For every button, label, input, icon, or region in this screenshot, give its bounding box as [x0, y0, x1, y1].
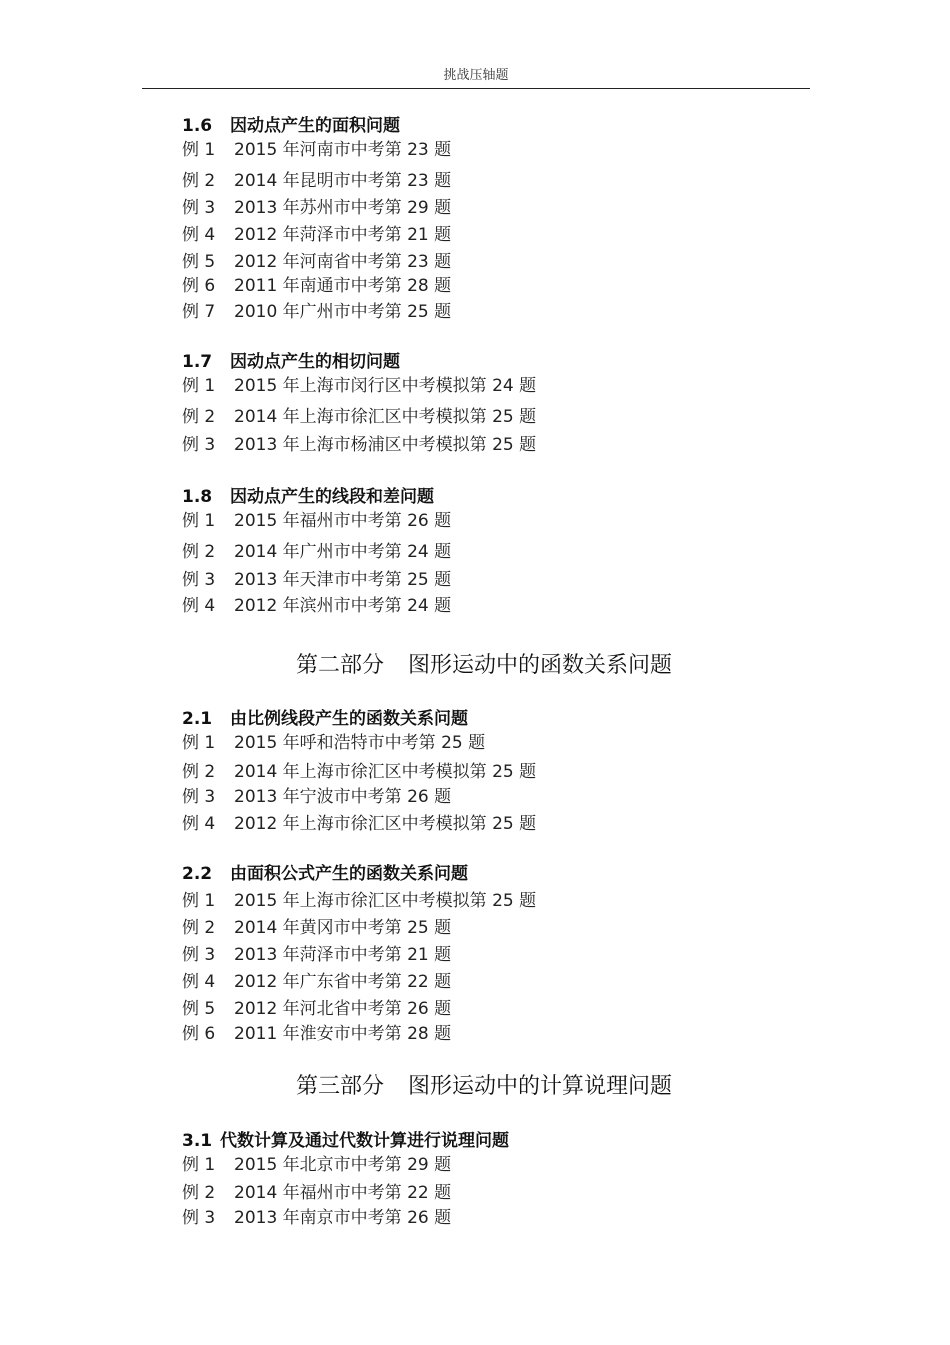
- section-title-2-2: [182, 863, 468, 885]
- item-text: 2015 年北京市中考第 29 题: [234, 1155, 452, 1175]
- section-title-text: 因动点产生的面积问题: [230, 116, 400, 136]
- item-label: 例 6: [182, 1024, 216, 1044]
- item-label: 例 3: [182, 435, 216, 455]
- item-text: 2014 年上海市徐汇区中考模拟第 25 题: [234, 407, 537, 427]
- list-item: [182, 1023, 451, 1045]
- item-text: 2014 年黄冈市中考第 25 题: [234, 918, 452, 938]
- list-item: [182, 595, 451, 617]
- list-item: [182, 569, 451, 591]
- list-item: [182, 786, 451, 808]
- item-label: 例 4: [182, 225, 216, 245]
- item-label: 例 7: [182, 302, 216, 322]
- section-number: 2.2: [182, 864, 213, 884]
- item-text: 2011 年淮安市中考第 28 题: [234, 1024, 452, 1044]
- item-text: 2015 年呼和浩特市中考第 25 题: [234, 733, 486, 753]
- list-item: [182, 197, 451, 219]
- item-label: 例 1: [182, 376, 216, 396]
- section-title-text: 因动点产生的线段和差问题: [230, 487, 434, 507]
- item-text: 2012 年滨州市中考第 24 题: [234, 596, 452, 616]
- list-item: [182, 139, 451, 161]
- section-title-1-6: [182, 115, 400, 137]
- list-item: [182, 1207, 451, 1229]
- item-label: 例 1: [182, 1155, 216, 1175]
- item-text: 2014 年上海市徐汇区中考模拟第 25 题: [234, 762, 537, 782]
- item-label: 例 2: [182, 542, 216, 562]
- section-number: 2.1: [182, 709, 213, 729]
- section-title-text: 由面积公式产生的函数关系问题: [230, 864, 468, 884]
- part-title-3: [296, 1072, 672, 1102]
- list-item: [182, 251, 451, 273]
- item-label: 例 4: [182, 972, 216, 992]
- item-text: 2013 年南京市中考第 26 题: [234, 1208, 452, 1228]
- list-item: [182, 917, 451, 939]
- item-label: 例 1: [182, 733, 216, 753]
- item-text: 2014 年福州市中考第 22 题: [234, 1183, 452, 1203]
- item-text: 2012 年河南省中考第 23 题: [234, 252, 452, 272]
- list-item: [182, 944, 451, 966]
- part-label: 第二部分: [296, 653, 385, 678]
- list-item: [182, 170, 451, 192]
- list-item: [182, 971, 451, 993]
- page-header: [142, 66, 810, 89]
- part-title-text: 图形运动中的函数关系问题: [408, 653, 673, 678]
- item-label: 例 2: [182, 762, 216, 782]
- list-item: [182, 813, 536, 835]
- list-item: [182, 406, 536, 428]
- item-label: 例 5: [182, 252, 216, 272]
- item-text: 2013 年上海市杨浦区中考模拟第 25 题: [234, 435, 537, 455]
- section-title-1-8: [182, 486, 434, 508]
- list-item: [182, 375, 536, 397]
- item-label: 例 1: [182, 891, 216, 911]
- list-item: [182, 541, 451, 563]
- list-item: [182, 1182, 451, 1204]
- section-title-3-1: [182, 1130, 509, 1152]
- list-item: [182, 434, 536, 456]
- part-label: 第三部分: [296, 1074, 385, 1099]
- item-text: 2010 年广州市中考第 25 题: [234, 302, 452, 322]
- item-label: 例 3: [182, 198, 216, 218]
- item-text: 2012 年菏泽市中考第 21 题: [234, 225, 452, 245]
- section-number: 1.7: [182, 352, 213, 372]
- header-title: 挑战压轴题: [443, 68, 509, 83]
- item-label: 例 3: [182, 1208, 216, 1228]
- list-item: [182, 1154, 451, 1176]
- section-title-text: 代数计算及通过代数计算进行说理问题: [220, 1131, 509, 1151]
- item-text: 2013 年菏泽市中考第 21 题: [234, 945, 452, 965]
- item-label: 例 4: [182, 596, 216, 616]
- item-label: 例 4: [182, 814, 216, 834]
- section-title-text: 由比例线段产生的函数关系问题: [230, 709, 468, 729]
- section-title-1-7: [182, 351, 400, 373]
- list-item: [182, 275, 451, 297]
- part-title-2: [296, 651, 672, 681]
- list-item: [182, 732, 485, 754]
- section-number: 1.6: [182, 116, 213, 136]
- item-label: 例 2: [182, 1183, 216, 1203]
- item-text: 2013 年宁波市中考第 26 题: [234, 787, 452, 807]
- part-title-text: 图形运动中的计算说理问题: [408, 1074, 673, 1099]
- list-item: [182, 761, 536, 783]
- item-text: 2011 年南通市中考第 28 题: [234, 276, 452, 296]
- item-text: 2015 年上海市闵行区中考模拟第 24 题: [234, 376, 537, 396]
- item-text: 2015 年河南市中考第 23 题: [234, 140, 452, 160]
- list-item: [182, 224, 451, 246]
- section-number: 1.8: [182, 487, 213, 507]
- item-label: 例 6: [182, 276, 216, 296]
- item-label: 例 3: [182, 945, 216, 965]
- item-label: 例 5: [182, 999, 216, 1019]
- item-label: 例 3: [182, 787, 216, 807]
- item-text: 2013 年天津市中考第 25 题: [234, 570, 452, 590]
- section-number: 3.1: [182, 1131, 213, 1151]
- list-item: [182, 510, 451, 532]
- section-title-2-1: [182, 708, 468, 730]
- item-text: 2015 年福州市中考第 26 题: [234, 511, 452, 531]
- section-title-text: 因动点产生的相切问题: [230, 352, 400, 372]
- item-label: 例 1: [182, 140, 216, 160]
- list-item: [182, 890, 536, 912]
- item-text: 2012 年广东省中考第 22 题: [234, 972, 452, 992]
- item-label: 例 2: [182, 918, 216, 938]
- item-label: 例 1: [182, 511, 216, 531]
- item-text: 2014 年广州市中考第 24 题: [234, 542, 452, 562]
- item-label: 例 2: [182, 407, 216, 427]
- item-text: 2012 年河北省中考第 26 题: [234, 999, 452, 1019]
- item-label: 例 3: [182, 570, 216, 590]
- list-item: [182, 301, 451, 323]
- list-item: [182, 998, 451, 1020]
- item-label: 例 2: [182, 171, 216, 191]
- item-text: 2014 年昆明市中考第 23 题: [234, 171, 452, 191]
- item-text: 2015 年上海市徐汇区中考模拟第 25 题: [234, 891, 537, 911]
- item-text: 2012 年上海市徐汇区中考模拟第 25 题: [234, 814, 537, 834]
- item-text: 2013 年苏州市中考第 29 题: [234, 198, 452, 218]
